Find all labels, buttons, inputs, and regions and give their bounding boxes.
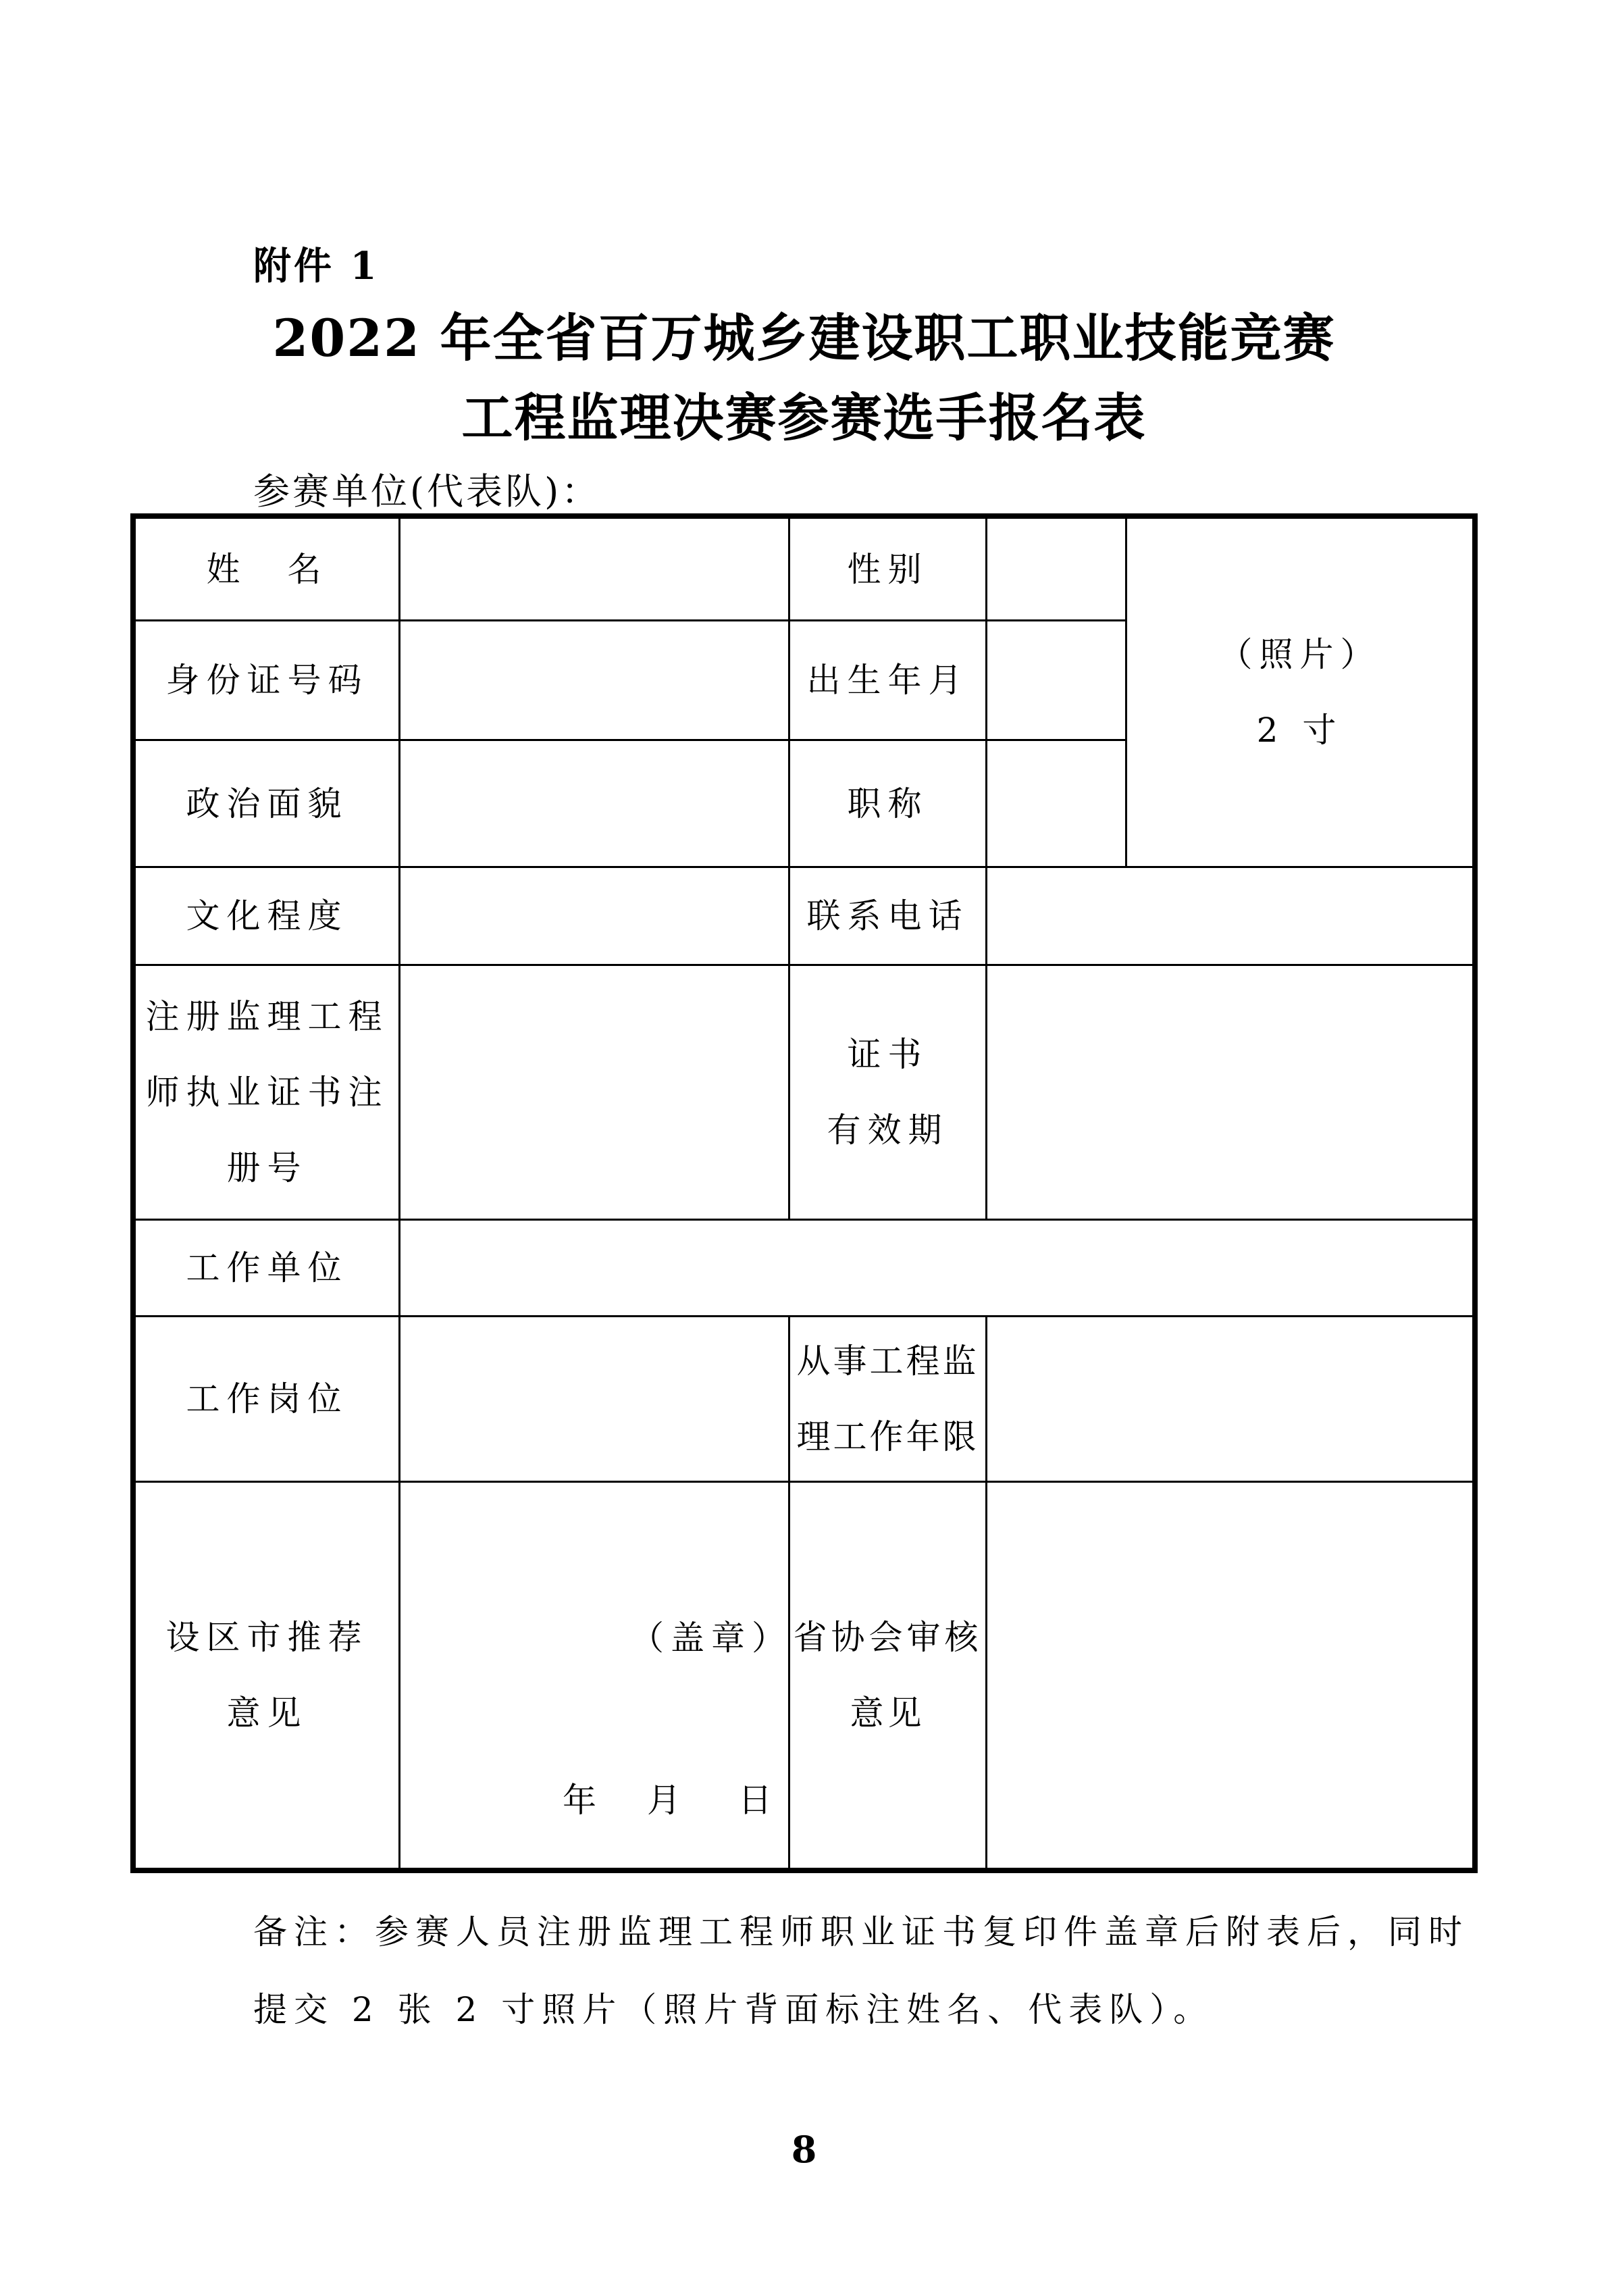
cert-validity-label-cell [788, 964, 987, 1221]
phone-label: 联系电话 [806, 896, 969, 936]
id-label: 身份证号码 [165, 661, 369, 700]
assoc-opinion-label-line-2: 意见 [850, 1693, 926, 1733]
date-year: 年 [563, 1781, 603, 1820]
employer-label: 工作单位 [186, 1248, 348, 1287]
date-day: 日 [738, 1781, 779, 1820]
assoc-opinion-label-line-1: 省协会审核 [793, 1618, 983, 1657]
unit-label: 参赛单位(代表队)： [253, 470, 601, 513]
assoc-opinion-value-cell[interactable] [985, 1481, 1474, 1870]
work-years-value-cell[interactable] [985, 1315, 1474, 1483]
title-line-1: 2022 年全省百万城乡建设职工职业技能竞赛 [272, 308, 1336, 368]
title-label-cell [788, 739, 987, 868]
id-value-cell[interactable] [398, 619, 790, 741]
assoc-opinion-label-cell [788, 1481, 987, 1870]
employer-value-cell[interactable] [398, 1219, 1474, 1317]
birth-value-cell[interactable] [985, 619, 1127, 741]
page-number: 8 [791, 2128, 817, 2171]
cert-number-value-cell[interactable] [398, 964, 790, 1221]
photo-size: 2 寸 [1256, 711, 1343, 750]
cert-validity-label-line-1: 证书 [847, 1035, 929, 1074]
name-value-cell[interactable] [398, 517, 790, 621]
name-label-cell [134, 517, 400, 621]
cert-number-label-line-3: 册号 [226, 1148, 308, 1188]
cert-number-label-line-1: 注册监理工程 [145, 997, 389, 1036]
education-label: 文化程度 [186, 896, 348, 936]
name-label: 姓 名 [206, 549, 328, 589]
work-years-label-line-2: 理工作年限 [796, 1417, 979, 1456]
political-value-cell[interactable] [398, 739, 790, 868]
political-label-cell [134, 739, 400, 868]
cert-validity-label-line-2: 有效期 [827, 1111, 949, 1150]
phone-label-cell [788, 866, 987, 966]
city-opinion-label-line-2: 意见 [226, 1693, 308, 1733]
gender-label: 性别 [847, 549, 929, 589]
employer-label-cell [134, 1219, 400, 1317]
cert-validity-value-cell[interactable] [985, 964, 1474, 1221]
note-line-1: 备注：参赛人员注册监理工程师职业证书复印件盖章后附表后，同时 [253, 1912, 1469, 1951]
cert-number-label-line-2: 师执业证书注 [145, 1073, 389, 1112]
position-label-cell [134, 1315, 400, 1483]
gender-label-cell [788, 517, 987, 621]
birth-label: 出生年月 [806, 661, 969, 700]
title-value-cell[interactable] [985, 739, 1127, 868]
title-label: 职称 [847, 784, 929, 823]
political-label: 政治面貌 [186, 784, 348, 823]
position-value-cell[interactable] [398, 1315, 790, 1483]
education-label-cell [134, 866, 400, 966]
gender-value-cell[interactable] [985, 517, 1127, 621]
city-opinion-label-cell [134, 1481, 400, 1870]
education-value-cell[interactable] [398, 866, 790, 966]
photo-label: （照片） [1218, 635, 1381, 674]
birth-label-cell [788, 619, 987, 741]
note-line-2: 提交 2 张 2 寸照片（照片背面标注姓名、代表队）。 [253, 1990, 1214, 2029]
city-opinion-label-line-1: 设区市推荐 [165, 1618, 369, 1657]
work-years-label-line-1: 从事工程监 [796, 1342, 979, 1381]
title-line-2: 工程监理决赛参赛选手报名表 [461, 388, 1147, 448]
date-month: 月 [647, 1781, 688, 1820]
work-years-label-cell [788, 1315, 987, 1483]
photo-cell[interactable] [1125, 517, 1474, 868]
cert-number-label-cell [134, 964, 400, 1221]
position-label: 工作岗位 [186, 1379, 348, 1419]
attachment-label: 附件 1 [253, 244, 380, 288]
id-label-cell [134, 619, 400, 741]
seal-label: （盖章） [630, 1618, 792, 1658]
city-opinion-value-cell[interactable] [398, 1481, 790, 1870]
phone-value-cell[interactable] [985, 866, 1474, 966]
registration-form-table [130, 513, 1478, 1873]
